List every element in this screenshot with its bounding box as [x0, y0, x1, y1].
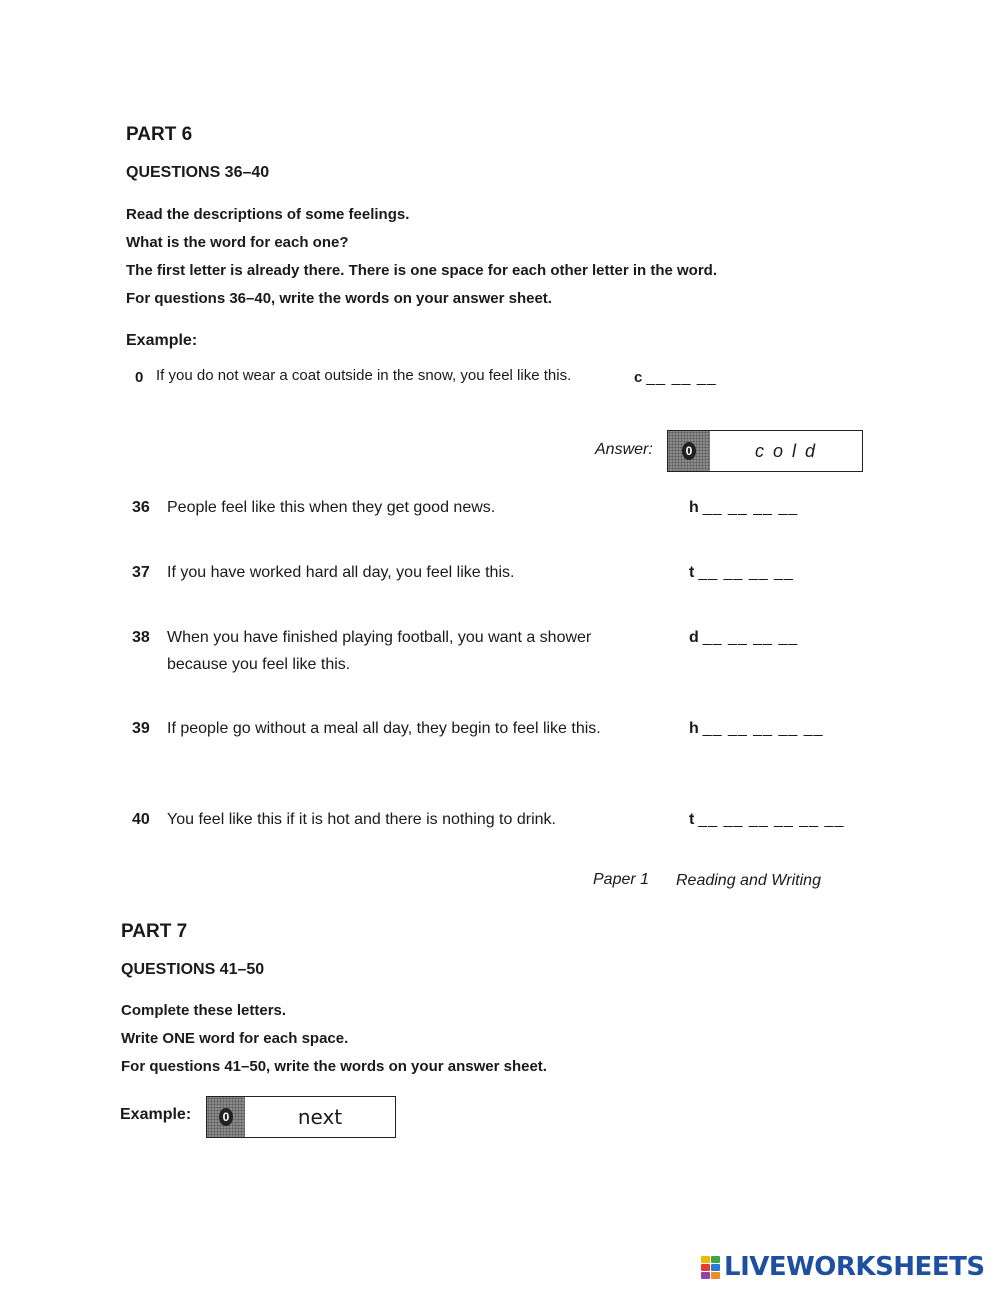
example-answer-line [634, 369, 717, 387]
footer-section: Reading and Writing [676, 872, 821, 889]
q36-number: 36 [132, 499, 150, 516]
part6-instruction-2: What is the word for each one? [126, 234, 349, 251]
part6-questions-range: QUESTIONS 36–40 [126, 164, 270, 181]
q38-answer-line [689, 629, 798, 647]
q38-blanks: __ __ __ __ [702, 629, 799, 646]
part7-example-number-cell [207, 1097, 245, 1137]
example-answer-number: 0 [682, 442, 696, 460]
q39-answer-line [689, 720, 824, 738]
logo-icon-block [711, 1264, 720, 1271]
example-blanks: __ __ __ [646, 369, 717, 386]
part7-example-box [206, 1096, 396, 1138]
logo-icon-block [711, 1256, 720, 1263]
footer-paper: Paper 1 [593, 871, 650, 888]
q38-text: When you have finished playing football, you want a shower because you feel like this. [167, 629, 592, 673]
logo-text: LIVEWORKSHEETS [724, 1252, 985, 1282]
liveworksheets-logo [700, 1252, 985, 1282]
part7-example-number: 0 [219, 1108, 233, 1126]
part6-instruction-1: Read the descriptions of some feelings. [126, 206, 410, 223]
part7-instruction-1: Complete these letters. [121, 1002, 287, 1019]
part6-instruction-4: For questions 36–40, write the words on your answer sheet. [126, 290, 552, 307]
q37-answer-line [689, 564, 794, 582]
q36-blanks: __ __ __ __ [702, 499, 799, 516]
example-first-letter: c [634, 369, 643, 386]
logo-icon [700, 1255, 720, 1279]
q39-text: If people go without a meal all day, they begin to feel like this. [167, 720, 601, 737]
logo-icon-block [701, 1256, 710, 1263]
q37-number: 37 [132, 564, 150, 581]
q37-blanks: __ __ __ __ [698, 564, 794, 581]
example-answer-box [667, 430, 863, 472]
part6-example-label: Example: [126, 332, 198, 349]
logo-icon-block [701, 1272, 710, 1279]
logo-icon-block [701, 1264, 710, 1271]
part7-instruction-2: Write ONE word for each space. [121, 1030, 349, 1047]
q37-first-letter: t [689, 564, 695, 581]
example-answer-word: c o l d [754, 440, 818, 461]
q40-blanks: __ __ __ __ __ __ [698, 811, 845, 828]
q39-first-letter: h [689, 720, 699, 737]
logo-icon-block [711, 1272, 720, 1279]
q39-number: 39 [132, 720, 150, 737]
part6-instruction-3: The first letter is already there. There is one space for each other letter in the word. [126, 262, 718, 279]
answer-label: Answer: [595, 441, 653, 458]
example-text: If you do not wear a coat outside in the snow, you feel like this. [156, 367, 572, 384]
q39-blanks: __ __ __ __ __ [702, 720, 824, 737]
q37-text: If you have worked hard all day, you feel like this. [167, 564, 515, 581]
q36-text: People feel like this when they get good news. [167, 499, 496, 516]
q36-first-letter: h [689, 499, 699, 516]
part7-instruction-3: For questions 41–50, write the words on your answer sheet. [121, 1058, 547, 1075]
q40-first-letter: t [689, 811, 695, 828]
example-answer-number-cell [668, 431, 710, 471]
part7-questions-range: QUESTIONS 41–50 [121, 961, 265, 978]
q40-answer-line [689, 811, 844, 829]
q36-answer-line [689, 499, 798, 517]
q38-number: 38 [132, 629, 150, 646]
q40-text: You feel like this if it is hot and there is nothing to drink. [167, 811, 556, 828]
example-number: 0 [135, 369, 144, 386]
part7-title: PART 7 [121, 921, 188, 942]
q38-first-letter: d [689, 629, 699, 646]
q40-number: 40 [132, 811, 150, 828]
part7-example-word: next [297, 1105, 343, 1129]
part7-example-label: Example: [120, 1106, 192, 1123]
part6-title: PART 6 [126, 124, 193, 145]
